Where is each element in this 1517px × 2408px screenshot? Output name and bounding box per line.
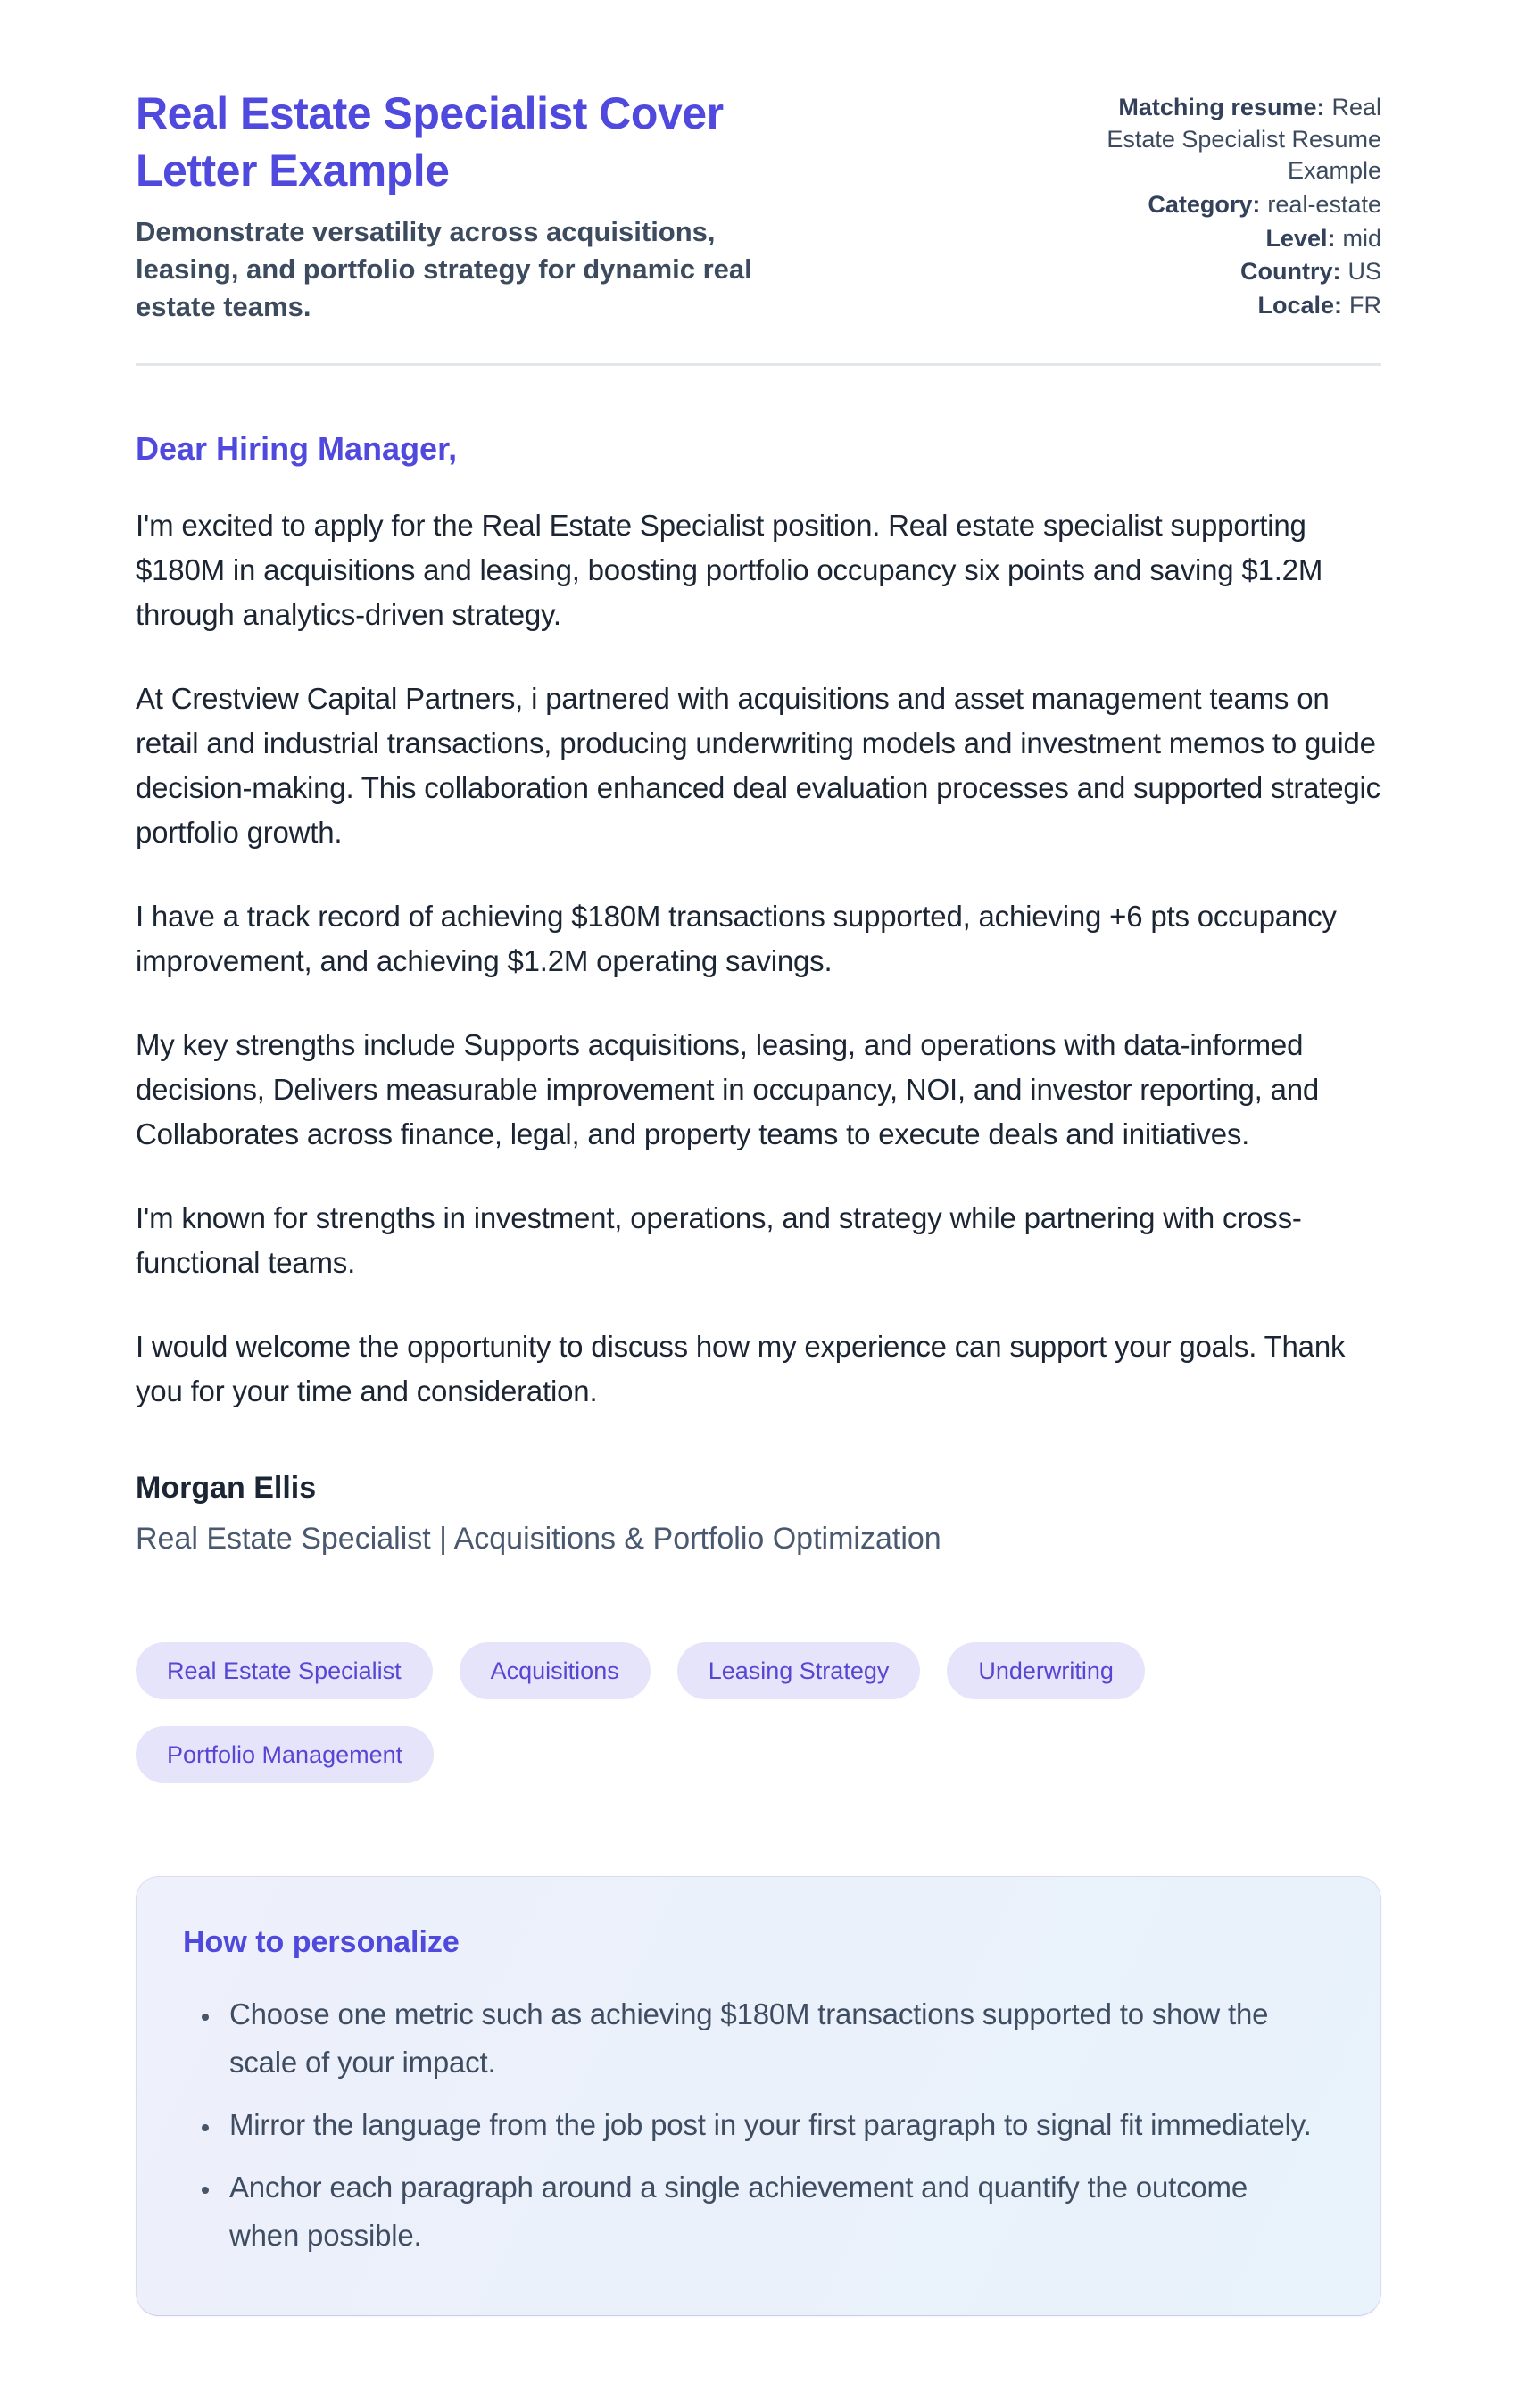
meta-category (1087, 189, 1381, 221)
signature-title: Real Estate Specialist | Acquisitions & Portfolio Optimization (136, 1522, 941, 1557)
tips-list (183, 1990, 1334, 2260)
meta-label: Country: (1240, 258, 1341, 286)
letter-paragraph: I'm excited to apply for the Real Estate Specialist position. Real estate specialist supporting $180M in acquisitions and leasing, boosting portfolio occupancy six points and saving $1.2M through analytics-driven strategy. (136, 509, 1323, 632)
tag-acquisitions[interactable]: Acquisitions (460, 1642, 651, 1699)
signature-name: Morgan Ellis (136, 1471, 317, 1506)
meta-label: Level: (1265, 224, 1336, 252)
letter-greeting: Dear Hiring Manager, (136, 430, 458, 468)
tips-list-item: • Anchor each paragraph around a single achievement and quantify the outcome when possible. (222, 2163, 1320, 2260)
meta-level (1087, 223, 1381, 255)
meta-value: real-estate (1267, 190, 1381, 218)
how-to-personalize-card (136, 1876, 1381, 2316)
meta-value: mid (1342, 224, 1381, 252)
page-header (136, 85, 1381, 326)
page-subtitle: Demonstrate versatility across acquisitions, leasing, and portfolio strategy for dynamic real estate teams. (136, 216, 752, 323)
meta-label: Category: (1148, 190, 1261, 218)
resume-meta-block (1087, 85, 1381, 326)
cover-letter-body (136, 430, 1381, 1557)
meta-locale (1087, 290, 1381, 322)
letter-paragraph: I would welcome the opportunity to discuss how my experience can support your goals. Thank you for your time and consideration. (136, 1330, 1346, 1408)
tag-underwriting[interactable]: Underwriting (947, 1642, 1145, 1699)
header-divider (136, 363, 1381, 366)
tips-list-item: • Mirror the language from the job post in your first paragraph to signal fit immediately. (222, 2101, 1320, 2149)
page-title: Real Estate Specialist Cover Letter Example (136, 88, 724, 195)
meta-value: FR (1349, 291, 1381, 319)
letter-paragraph: My key strengths include Supports acquisitions, leasing, and operations with data-informed decisions, Delivers measurable improvement in occupancy, NOI, and investor reporting, and Collaborates across finance, legal, and property teams to execute deals and initiatives. (136, 1028, 1320, 1151)
meta-value: US (1347, 258, 1381, 286)
letter-paragraph: I'm known for strengths in investment, operations, and strategy while partnering with cross-functional teams. (136, 1201, 1302, 1280)
letter-paragraph: I have a track record of achieving $180M transactions supported, achieving +6 pts occupancy improvement, and achieving $1.2M operating savings. (136, 900, 1337, 978)
tag-real-estate-specialist[interactable]: Real Estate Specialist (136, 1642, 433, 1699)
meta-label: Locale: (1257, 291, 1342, 319)
tag-pill-list (136, 1642, 1381, 1783)
tips-list-item: • Choose one metric such as achieving $180M transactions supported to show the scale of your impact. (222, 1990, 1320, 2087)
tag-leasing-strategy[interactable]: Leasing Strategy (677, 1642, 921, 1699)
meta-value: Real Estate Specialist Resume Example (1107, 94, 1381, 185)
header-title-block (136, 85, 1033, 326)
tips-card-title: How to personalize (183, 1925, 460, 1960)
meta-label: Matching resume: (1118, 94, 1325, 120)
meta-country (1087, 256, 1381, 288)
letter-paragraph: At Crestview Capital Partners, i partnered with acquisitions and asset management teams on retail and industrial transactions, producing underwriting models and investment memos to guide decision-making. This collaboration enhanced deal evaluation processes and supported strategic portfolio growth. (136, 682, 1380, 850)
meta-matching-resume (1087, 92, 1381, 187)
tag-portfolio-management[interactable]: Portfolio Management (136, 1726, 434, 1783)
